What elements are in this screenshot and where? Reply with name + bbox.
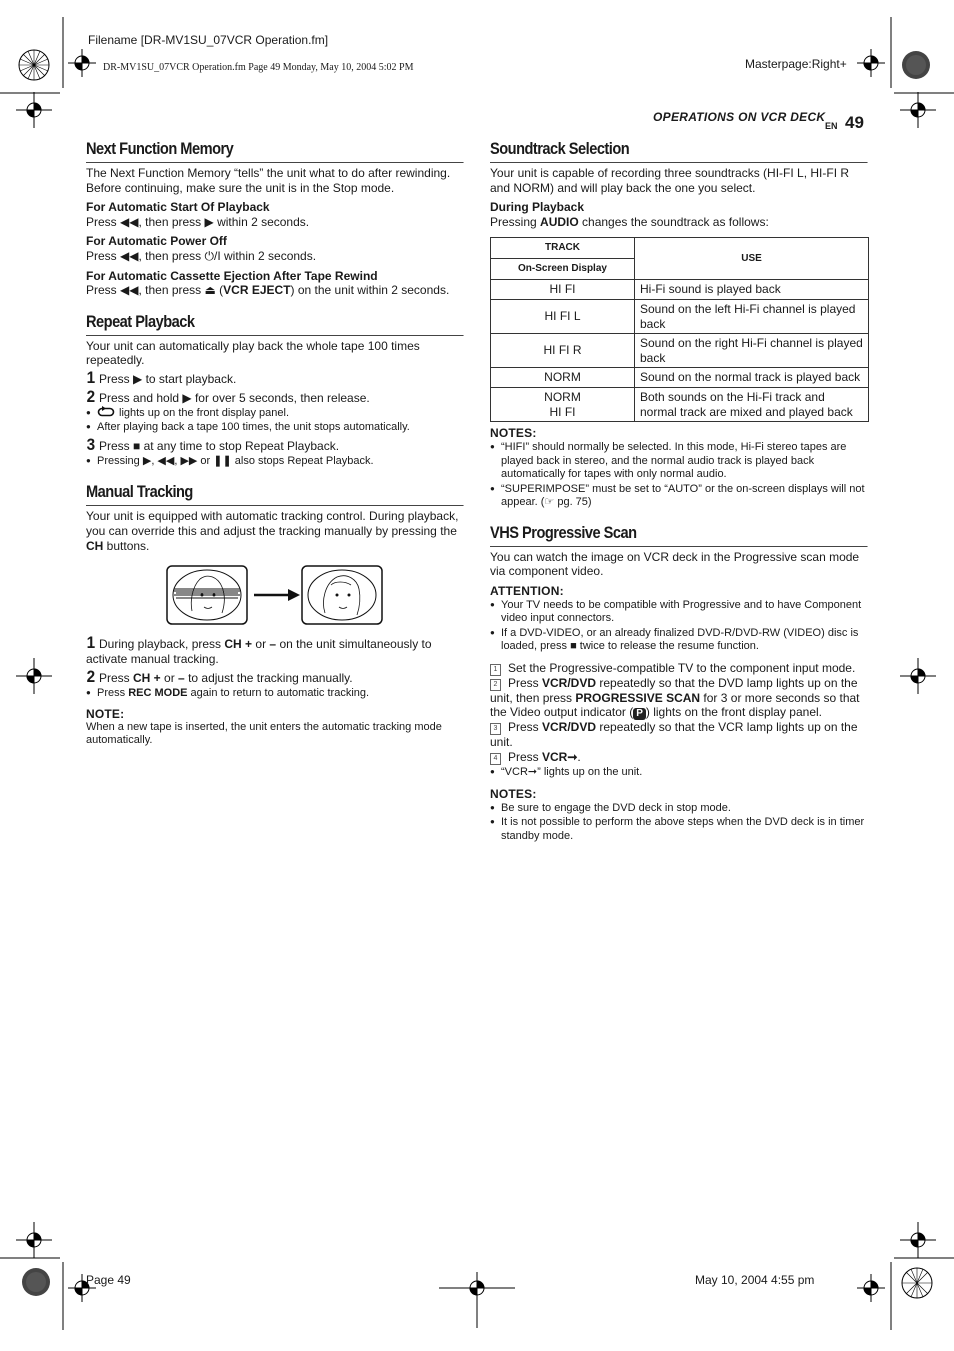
file-info: DR-MV1SU_07VCR Operation.fm Page 49 Monday, May 10, 2004 5:02 PM bbox=[103, 62, 414, 73]
repeat-icon bbox=[97, 406, 115, 417]
note-heading: NOTE: bbox=[86, 706, 125, 721]
vhs-progressive-scan-section bbox=[490, 523, 868, 843]
bullet: ● Press REC MODE again to return to automatic tracking. bbox=[86, 686, 464, 701]
tracking-illustration bbox=[86, 565, 464, 629]
use-cell: Hi-Fi sound is played back bbox=[635, 280, 869, 300]
manual-tracking-section bbox=[86, 482, 464, 747]
column-header: On-Screen Display bbox=[491, 259, 635, 280]
soundtrack-table bbox=[490, 237, 869, 422]
running-header: OPERATIONS ON VCR DECK bbox=[653, 110, 826, 124]
soundtrack-selection-section bbox=[490, 139, 868, 510]
progressive-indicator-icon: P bbox=[633, 708, 646, 720]
step-2: 2 Press VCR/DVD repeatedly so that the DVD lamp lights up on the unit, then press PROGRESSIVE SCAN for 3 or more seconds so that the Video output indicator ( P ) lights on the front display panel. bbox=[490, 675, 860, 720]
table-row bbox=[491, 299, 869, 333]
step-1: 1 Set the Progressive-compatible TV to the component input mode. bbox=[490, 661, 868, 676]
intro-text: Your unit is capable of recording three soundtracks (HI-FI L, HI-FI R and NORM) and will play back the one you select. bbox=[490, 166, 850, 195]
attention-heading: ATTENTION: bbox=[490, 583, 564, 598]
step-3: 3 Press VCR/DVD repeatedly so that the VCR lamp lights up on the unit. bbox=[490, 720, 858, 750]
section-title: VHS Progressive Scan bbox=[490, 523, 868, 547]
bullet: ● Pressing ▶, ◀◀, ▶▶ or ❚❚ also stops Repeat Playback. bbox=[86, 454, 464, 469]
table-row bbox=[491, 387, 869, 421]
table-row bbox=[491, 334, 869, 368]
display-cell: NORM bbox=[491, 368, 635, 388]
note-bullet: ● “SUPERIMPOSE” must be set to “AUTO” or the on-screen displays will not appear. (☞ pg. 75) bbox=[490, 482, 868, 510]
tv-noisy-picture-icon bbox=[166, 565, 248, 625]
arrow-right-icon bbox=[254, 588, 300, 602]
subheading: For Automatic Cassette Ejection After Tape Rewind bbox=[86, 268, 378, 283]
intro-text: Your unit can automatically play back the whole tape 100 times repeatedly. bbox=[86, 338, 420, 368]
attention-bullet: ● If a DVD-VIDEO, or an already finalized DVD-R/DVD-RW (VIDEO) disc is loaded, press ■ twice to release the resume function. bbox=[490, 626, 868, 654]
table-header-row bbox=[491, 238, 869, 259]
use-cell: Sound on the normal track is played back bbox=[635, 368, 869, 388]
subheading: For Automatic Power Off bbox=[86, 234, 227, 249]
use-cell: Sound on the left Hi-Fi channel is played back bbox=[635, 299, 869, 333]
right-column bbox=[490, 139, 868, 843]
step-3: 3 Press ■ at any time to stop Repeat Playback. bbox=[86, 434, 340, 454]
step-4: 4 Press VCR➞. bbox=[490, 750, 868, 765]
instruction-text: Press ◀◀, then press ⏏ (VCR EJECT) on the unit within 2 seconds. bbox=[86, 283, 450, 298]
note-bullet: ● It is not possible to perform the above steps when the DVD deck is in timer standby mode. bbox=[490, 815, 868, 843]
use-cell: Sound on the right Hi-Fi channel is played back bbox=[635, 334, 869, 368]
column-header: TRACK bbox=[491, 238, 635, 259]
intro-text: The Next Function Memory “tells” the unit what to do after rewinding. Before continuing, make sure the unit is in the Stop mode. bbox=[86, 166, 451, 195]
footer-page-label: Page 49 bbox=[86, 1273, 131, 1287]
next-function-memory-section bbox=[86, 139, 464, 298]
bullet: ● lights up on the front display panel. bbox=[86, 406, 464, 421]
instruction-text: Press ◀◀, then press ▶ within 2 seconds. bbox=[86, 214, 310, 229]
intro-text: You can watch the image on VCR deck in the Progressive scan mode via component video. bbox=[490, 549, 860, 579]
step-2: 2 Press CH + or – to adjust the tracking manually. bbox=[86, 667, 353, 687]
left-column bbox=[86, 139, 464, 748]
use-cell: Both sounds on the Hi-Fi track and normal track are mixed and played back bbox=[635, 387, 869, 421]
section-title: Next Function Memory bbox=[86, 139, 464, 163]
notes-heading: NOTES: bbox=[490, 786, 537, 801]
display-cell: HI FI R bbox=[491, 334, 635, 368]
instruction-text: Press ◀◀, then press ⏻/I within 2 seconds. bbox=[86, 248, 317, 263]
bullet: ● “VCR➞” lights up on the unit. bbox=[490, 765, 868, 780]
repeat-playback-section bbox=[86, 312, 464, 469]
display-cell: HI FI L bbox=[491, 299, 635, 333]
filename-label: Filename [DR-MV1SU_07VCR Operation.fm] bbox=[88, 33, 329, 47]
footer-date: May 10, 2004 4:55 pm bbox=[695, 1273, 815, 1287]
language-tag: EN bbox=[825, 121, 838, 131]
note-text: When a new tape is inserted, the unit enters the automatic tracking mode automatically. bbox=[86, 720, 442, 747]
subheading: During Playback bbox=[490, 200, 585, 215]
section-title: Repeat Playback bbox=[86, 312, 464, 336]
attention-bullet: ● Your TV needs to be compatible with Progressive and to have Component video input connectors. bbox=[490, 598, 868, 626]
table-row bbox=[491, 280, 869, 300]
note-bullet: ● Be sure to engage the DVD deck in stop mode. bbox=[490, 801, 868, 816]
step-2: 2 Press and hold ▶ for over 5 seconds, then release. bbox=[86, 386, 370, 406]
step-1: 1 During playback, press CH + or – on the unit simultaneously to activate manual tracking. bbox=[86, 633, 432, 667]
section-title: Manual Tracking bbox=[86, 482, 464, 506]
instruction-text: Pressing AUDIO changes the soundtrack as follows: bbox=[490, 214, 769, 229]
subheading: For Automatic Start Of Playback bbox=[86, 200, 270, 215]
bullet: ● After playing back a tape 100 times, the unit stops automatically. bbox=[86, 420, 464, 435]
masterpage-label: Masterpage:Right+ bbox=[745, 57, 847, 71]
column-header: USE bbox=[635, 238, 869, 280]
display-cell: HI FI bbox=[491, 280, 635, 300]
notes-heading: NOTES: bbox=[490, 426, 537, 441]
section-title: Soundtrack Selection bbox=[490, 139, 868, 163]
tv-clear-picture-icon bbox=[301, 565, 383, 625]
display-cell: NORM HI FI bbox=[491, 387, 635, 421]
step-1: 1 Press ▶ to start playback. bbox=[86, 367, 237, 387]
page-number: 49 bbox=[845, 113, 864, 132]
intro-text: Your unit is equipped with automatic tracking control. During playback, you can override this and adjust the tracking manually by pressing the CH buttons. bbox=[86, 509, 459, 553]
table-row bbox=[491, 368, 869, 388]
note-bullet: ● “HIFI” should normally be selected. In this mode, Hi-Fi stereo tapes are played back in stereo, and the normal audio track is played back automatically for tapes with only normal audio. bbox=[490, 440, 868, 482]
